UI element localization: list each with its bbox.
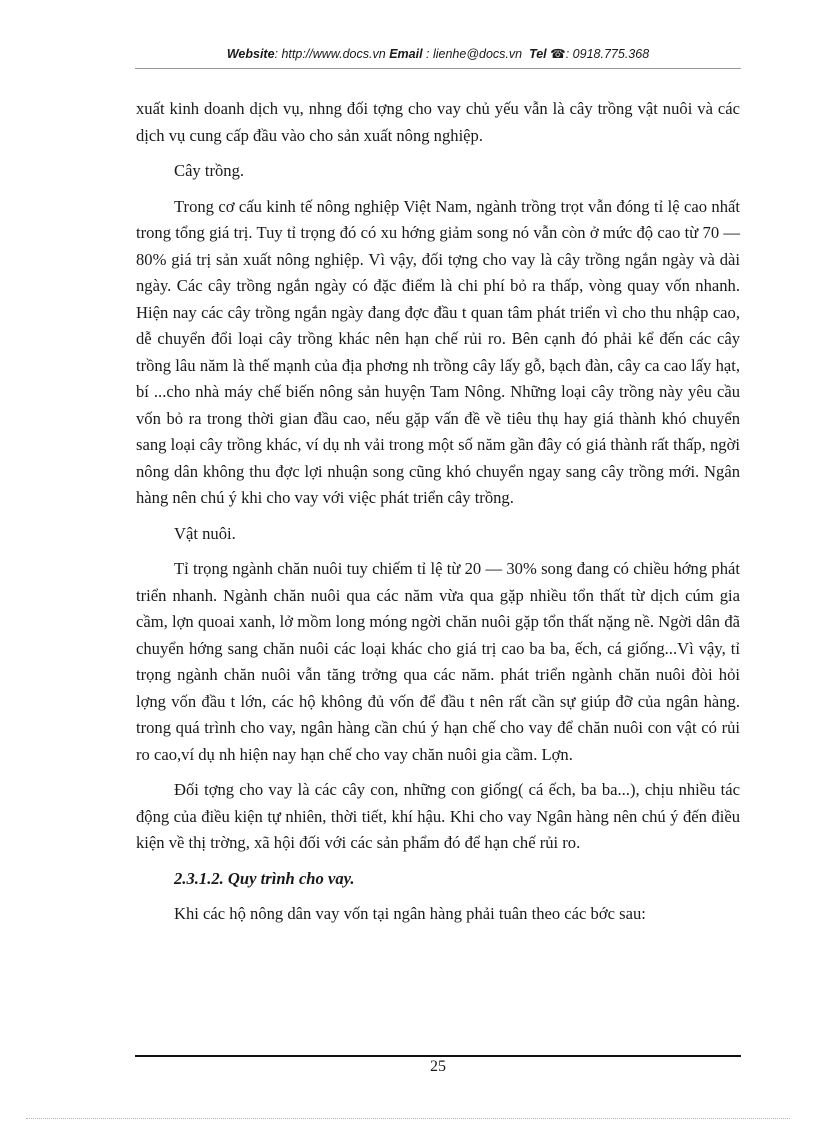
body-paragraph-3: Tỉ trọng ngành chăn nuôi tuy chiếm tỉ lệ từ 20 — 30% song đang có chiều hớng phát triển nhanh. Ngành chăn nuôi qua các năm vừa qua gặp nhiều tổn thất từ dịch cúm gia cầm, lợn quoai xanh, lở mồm long móng ngời chăn nuôi gặp tổn thất nặng nề. Ngời dân đã chuyển hớng sang chăn nuôi các loại khác cho giá trị cao ba ba, ếch, cá giống...Vì vậy, tỉ trọng ngành chăn nuôi vẫn tăng trởng qua các năm. phát triển ngành chăn nuôi đòi hỏi lợng vốn đầu t lớn, các hộ không đủ vốn để đầu t nên rất cần sự giúp đỡ của ngân hàng. trong quá trình cho vay, ngân hàng cần chú ý hạn chế cho vay để chăn nuôi con vật có rủi ro cao,ví dụ nh hiện nay hạn chế cho vay chăn nuôi gia cầm. Lợn. — [136, 559, 740, 764]
tel-label: Tel — [529, 47, 547, 61]
header-divider — [135, 68, 741, 69]
website-value: : http://www.docs.vn — [274, 47, 386, 61]
body-paragraph-5: Khi các hộ nông dân vay vốn tại ngân hàng phải tuân theo các bớc sau: — [174, 904, 646, 923]
section-label-cay-trong: Cây trồng. — [174, 161, 245, 180]
page-number: 25 — [430, 1058, 446, 1075]
page-header — [135, 46, 741, 61]
document-body — [136, 96, 740, 937]
tel-value: : 0918.775.368 — [565, 47, 650, 61]
body-paragraph-4: Đối tợng cho vay là các cây con, những con giống( cá ếch, ba ba...), chịu nhiều tác động của điều kiện tự nhiên, thời tiết, khí hậu. Khi cho vay Ngân hàng nên chú ý đến điều kiện về thị trờng, xã hội đối với các sản phẩm đó để hạn chế rủi ro. — [136, 780, 740, 852]
section-label-vat-nuoi: Vật nuôi. — [174, 523, 236, 543]
website-label: Website — [226, 47, 275, 61]
footer-divider — [135, 1055, 741, 1057]
section-heading-quy-trinh: 2.3.1.2. Quy trình cho vay. — [174, 868, 355, 888]
body-paragraph-1: xuất kinh doanh dịch vụ, nhng đối tợng cho vay chủ yếu vẫn là cây trồng vật nuôi và các dịch vụ cung cấp đầu vào cho sản xuất nông nghiệp. — [136, 99, 740, 145]
phone-icon: ☎ — [550, 47, 566, 61]
email-value: : lienhe@docs.vn — [422, 47, 523, 61]
page-bottom-border — [26, 1118, 790, 1119]
body-paragraph-2: Trong cơ cấu kinh tế nông nghiệp Việt Nam, ngành trồng trọt vẫn đóng tỉ lệ cao nhất trong tổng giá trị. Tuy tỉ trọng đó có xu hớng giảm song nó vẫn còn ở mức độ cao từ 70 — 80% giá trị sản xuất nông nghiệp. Vì vậy, đối tợng cho vay là cây trồng ngắn ngày và dài ngày. Các cây trồng ngắn ngày có đặc điểm là chi phí bỏ ra thấp, vòng quay vốn nhanh. Hiện nay các cây trồng ngắn ngày đang đợc đầu t quan tâm phát triển vì cho thu nhập cao, dễ chuyển đổi loại cây trồng khác nên hạn chế rủi ro. Bên cạnh đó phải kể đến các cây trồng lâu năm là thế mạnh của địa phơng nh trồng cây lấy gỗ, bạch đàn, cây ca cao lấy hạt, bí ...cho nhà máy chế biến nông sản huyện Tam Nông. Những loại cây trồng này yêu cầu vốn bỏ ra trong thời gian đầu cao, nếu gặp vấn đề về tiêu thụ hay giá thành khó chuyển sang loại cây trồng khác, ví dụ nh vải trong một số năm gần đây có giá thành rất thấp, ngời nông dân không thu đợc lợi nhuận song cũng khó chuyển ngay sang cây trồng mới. Ngân hàng nên chú ý khi cho vay với việc phát triển cây trồng. — [136, 196, 740, 507]
email-label: Email — [389, 47, 423, 61]
